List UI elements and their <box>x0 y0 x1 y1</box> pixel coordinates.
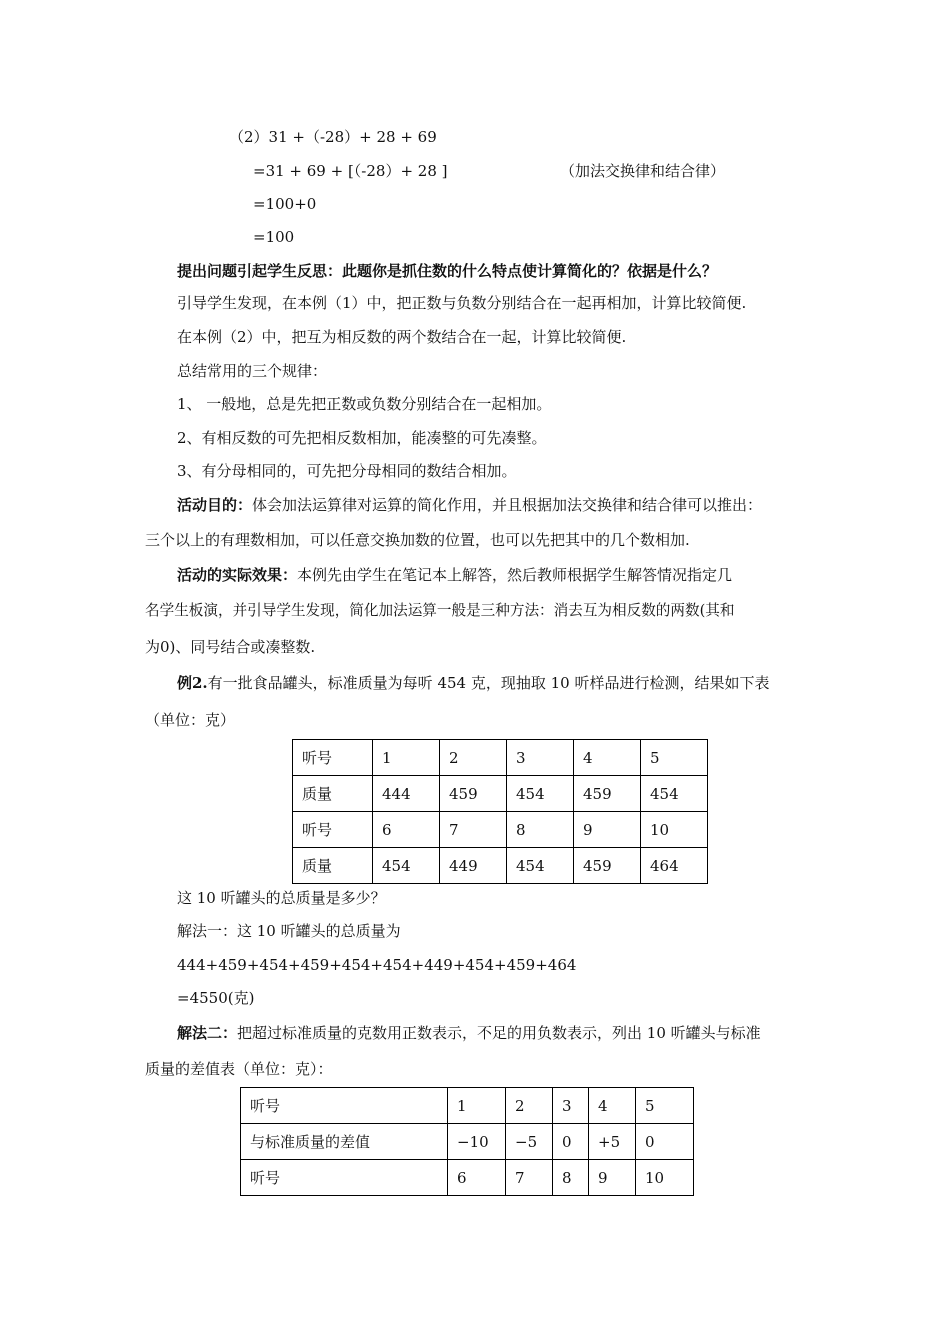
table-cell: 1 <box>448 1088 506 1124</box>
example2-text-1: 有一批食品罐头，标准质量为每听 454 克，现抽取 10 听样品进行检测，结果如下表 <box>207 674 770 692</box>
table-cell: 质量 <box>293 776 373 812</box>
table-cell: 听号 <box>241 1088 448 1124</box>
table-row <box>293 812 708 848</box>
table-cell: 1 <box>373 740 440 776</box>
method1-line-3: =4550(克) <box>177 989 255 1007</box>
example2-line-2: （单位：克） <box>145 711 236 729</box>
table-cell: +5 <box>589 1124 636 1160</box>
purpose-line-2: 三个以上的有理数相加，可以任意交换加数的位置，也可以先把其中的几个数相加. <box>145 531 690 549</box>
table-cell: 8 <box>507 812 574 848</box>
table-row <box>293 740 708 776</box>
table-cell: 与标准质量的差值 <box>241 1124 448 1160</box>
purpose-text-1: 体会加法运算律对运算的简化作用，并且根据加法交换律和结合律可以推出： <box>252 496 763 514</box>
effect-line-2: 名学生板演，并引导学生发现，简化加法运算一般是三种方法：消去互为相反数的两数(其和 <box>145 602 735 619</box>
table-cell: 听号 <box>241 1160 448 1196</box>
effect-label: 活动的实际效果： <box>177 566 298 584</box>
method2-label: 解法二： <box>177 1024 238 1042</box>
calc2-line-3: =100+0 <box>253 195 317 213</box>
method2-line-2: 质量的差值表（单位：克）： <box>145 1060 333 1078</box>
table-cell: −10 <box>448 1124 506 1160</box>
table-cell: 10 <box>641 812 708 848</box>
method2-text-1: 把超过标准质量的克数用正数表示，不足的用负数表示，列出 10 听罐头与标准 <box>237 1024 761 1042</box>
table-cell: 7 <box>440 812 507 848</box>
summary-title: 总结常用的三个规律： <box>177 362 328 380</box>
table-cell: 464 <box>641 848 708 884</box>
table-cell: 3 <box>553 1088 589 1124</box>
mass-table <box>292 739 708 884</box>
table-cell: −5 <box>506 1124 553 1160</box>
calc2-line-2-note: （加法交换律和结合律） <box>560 162 726 180</box>
effect-line-1 <box>177 565 732 585</box>
rule-2: 2、有相反数的可先把相反数相加，能凑整的可先凑整。 <box>177 429 547 447</box>
table-row <box>241 1088 694 1124</box>
method1-line-2: 444+459+454+459+454+454+449+454+459+464 <box>177 956 577 974</box>
table-row <box>293 776 708 812</box>
method1-line-1: 解法一：这 10 听罐头的总质量为 <box>177 922 401 940</box>
table-cell: 459 <box>440 776 507 812</box>
reflection-question: 提出问题引起学生反思：此题你是抓住数的什么特点使计算简化的？依据是什么？ <box>177 262 718 280</box>
method2-line-1 <box>177 1023 761 1043</box>
table-cell: 6 <box>448 1160 506 1196</box>
calc2-line-1: （2）31 +（-28）+ 28 + 69 <box>229 128 437 146</box>
table-cell: 3 <box>507 740 574 776</box>
table-row <box>293 848 708 884</box>
total-question: 这 10 听罐头的总质量是多少？ <box>177 889 386 907</box>
rule-3: 3、有分母相同的，可先把分母相同的数结合相加。 <box>177 462 517 480</box>
purpose-line-1 <box>177 495 762 515</box>
table-cell: 2 <box>506 1088 553 1124</box>
table-cell: 454 <box>641 776 708 812</box>
table-row <box>241 1124 694 1160</box>
table-cell: 听号 <box>293 740 373 776</box>
table-cell: 459 <box>574 776 641 812</box>
example2-line-1 <box>177 673 769 693</box>
table-cell: 454 <box>507 776 574 812</box>
table-cell: 质量 <box>293 848 373 884</box>
table-cell: 4 <box>574 740 641 776</box>
difference-table <box>240 1087 694 1196</box>
example2-label: 例2. <box>177 674 208 692</box>
table-row <box>241 1160 694 1196</box>
effect-text-1: 本例先由学生在笔记本上解答，然后教师根据学生解答情况指定几 <box>297 566 733 584</box>
table-cell: 444 <box>373 776 440 812</box>
table-cell: 4 <box>589 1088 636 1124</box>
calc2-line-2: =31 + 69 + [（-28）+ 28 ] <box>253 162 448 180</box>
purpose-label: 活动目的： <box>177 496 253 514</box>
table-cell: 454 <box>373 848 440 884</box>
table-cell: 6 <box>373 812 440 848</box>
table-cell: 9 <box>574 812 641 848</box>
table-cell: 0 <box>636 1124 694 1160</box>
table-cell: 454 <box>507 848 574 884</box>
table-cell: 7 <box>506 1160 553 1196</box>
table-cell: 5 <box>641 740 708 776</box>
table-cell: 459 <box>574 848 641 884</box>
effect-line-3: 为0)、同号结合或凑整数. <box>145 638 316 656</box>
table-cell: 449 <box>440 848 507 884</box>
table-cell: 10 <box>636 1160 694 1196</box>
calc2-line-4: =100 <box>253 228 295 246</box>
table-cell: 2 <box>440 740 507 776</box>
guide-line-1: 引导学生发现，在本例（1）中，把正数与负数分别结合在一起再相加，计算比较简便. <box>177 294 747 312</box>
table-cell: 8 <box>553 1160 589 1196</box>
rule-1: 1、 一般地，总是先把正数或负数分别结合在一起相加。 <box>177 395 552 413</box>
table-cell: 听号 <box>293 812 373 848</box>
guide-line-2: 在本例（2）中，把互为相反数的两个数结合在一起，计算比较简便. <box>177 328 627 346</box>
table-cell: 0 <box>553 1124 589 1160</box>
table-cell: 9 <box>589 1160 636 1196</box>
table-cell: 5 <box>636 1088 694 1124</box>
